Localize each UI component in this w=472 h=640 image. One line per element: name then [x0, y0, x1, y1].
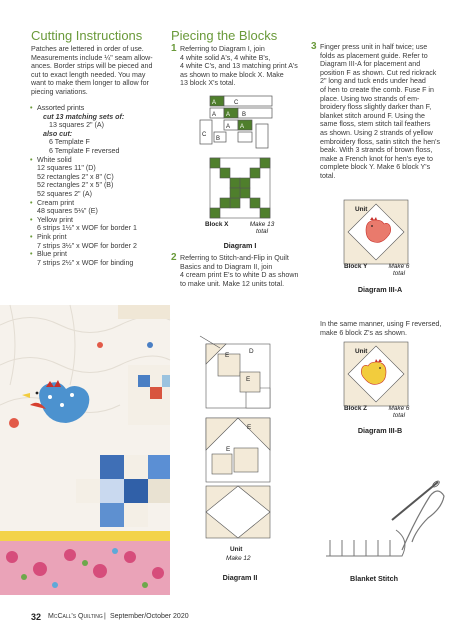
step2-line: Referring to Stitch-and-Flip in Quilt: [180, 254, 289, 262]
step1-line: Referring to Diagram I, join: [180, 45, 265, 53]
total-text-a: total: [392, 270, 406, 277]
step3-line: folds as placement guide. Refer to: [320, 51, 428, 60]
label-e-3: E: [247, 424, 252, 431]
page-number: 32: [31, 612, 42, 622]
intro-line: Patches are lettered in order of use.: [31, 45, 144, 53]
step1-line: 4 white solid A's, 4 white B's,: [180, 53, 271, 62]
cutting-list-item: 52 rectangles 2" x 5" (B): [37, 181, 114, 190]
step3-line: same floss, stem stitch tail feathers: [320, 120, 431, 129]
intro-line: cut to exact length needed. You may: [31, 70, 146, 79]
cutting-list-item: 6 strips 1½" x WOF for border 1: [37, 224, 137, 233]
step1-line: 4 white C's, and 13 matching print A's: [180, 62, 298, 71]
label-a-2: A: [212, 112, 217, 118]
step2-line: to make unit. Make 12 units total.: [180, 279, 285, 288]
step-2-number: 2: [171, 252, 177, 263]
footer-divider: |: [104, 613, 106, 620]
diagram-iii-b-caption: Diagram III-B: [357, 426, 403, 435]
cutting-list-item: 13 squares 2" (A): [49, 121, 104, 130]
cutting-intro: [31, 45, 171, 97]
make-13-text: Make 13: [249, 221, 275, 228]
step3-line: embroidery floss, satin stitch the hen's: [320, 137, 441, 146]
step1-line: as shown to make block X. Make: [180, 70, 284, 79]
step3-line: position F as shown. Cut red rickrack: [320, 68, 437, 77]
blanket-stitch-caption: Blanket Stitch: [350, 574, 398, 583]
blanket-stitch-illustration: [320, 478, 460, 578]
step-1-text: [180, 45, 300, 88]
intro-line: Measurements include ¼" seam allow-: [31, 53, 153, 62]
step-1-number: 1: [171, 43, 177, 54]
label-c-2: C: [202, 132, 207, 138]
make-13-label: [247, 221, 277, 235]
label-a-3: A: [226, 112, 231, 118]
step1-line: 13 block X's total.: [180, 79, 236, 88]
diagram-i-caption: Diagram I: [223, 241, 257, 250]
total-text-b: total: [392, 412, 406, 419]
intro-line: want to make them longer to allow for: [31, 79, 149, 88]
cutting-list-item: 6 Template F reversed: [49, 146, 120, 155]
cutting-list-item: • White solid: [31, 156, 171, 165]
diagram-iii-a-caption: Diagram III-A: [357, 285, 403, 294]
label-e-2: E: [246, 376, 251, 383]
diagram-ii: [200, 336, 280, 546]
cutting-list-item: 52 rectangles 2" x 8" (C): [37, 172, 114, 181]
make-6-text-b: Make 6: [388, 405, 410, 412]
label-b-1: B: [242, 112, 247, 118]
make-6-label-b: [384, 405, 414, 419]
step3-line: total.: [320, 171, 336, 180]
step3-line: of hen to create the comb. Fuse F in: [320, 85, 434, 94]
label-b-2: B: [216, 136, 221, 142]
make-12-label: Make 12: [226, 555, 251, 562]
step3-line: as shown. Using 2 strands of yellow: [320, 128, 433, 137]
cutting-list-item: cut 13 matching sets of:: [43, 112, 125, 121]
step3-line: blanket stitch around F. Using the: [320, 111, 425, 120]
cutting-list-item: • Yellow print: [31, 216, 171, 225]
step3-line: place. Using two strands of em-: [320, 94, 420, 103]
unit-label: Unit: [230, 546, 243, 553]
step2-line: Basics and to Diagram II, join: [180, 262, 273, 271]
diagram-ii-caption: Diagram II: [222, 573, 258, 582]
para2-line: make 6 block Z's as shown.: [320, 328, 407, 337]
cutting-list-item: • Pink print: [31, 233, 171, 242]
block-y-label: Block Y: [344, 263, 368, 270]
step3-line: 2" long and tuck ends under head: [320, 77, 426, 86]
step3-line: broidery floss slightly darker than F,: [320, 103, 432, 112]
step-3-number: 3: [311, 41, 317, 52]
intro-line: piecing variations.: [31, 87, 88, 96]
make-6-label-a: [384, 263, 414, 277]
cutting-list-item: 7 strips 2½" x WOF for binding: [37, 258, 134, 267]
unit-label-a: Unit: [355, 206, 368, 213]
label-a-5: A: [240, 124, 245, 130]
cutting-list-item: • Assorted prints: [31, 104, 171, 113]
cutting-list-item: 52 squares 2" (A): [37, 189, 92, 198]
block-x-label: Block X: [205, 221, 229, 228]
step2-line: 4 cream print E's to white D as shown: [180, 271, 299, 280]
magazine-name: McCall's Quilting: [48, 613, 103, 620]
step-2-text: [180, 254, 300, 288]
label-e-1: E: [225, 352, 230, 359]
intro-line: ances. Border strips will be pieced and: [31, 62, 153, 71]
cutting-title: Cutting Instructions: [31, 28, 143, 43]
label-d: D: [249, 348, 254, 355]
total-text: total: [255, 228, 269, 235]
step3-line: Finger press unit in half twice; use: [320, 43, 428, 51]
cutting-list-item: also cut:: [43, 129, 73, 138]
cutting-list-item: 48 squares 5⅛" (E): [37, 207, 98, 216]
step-3-paragraph-2: [320, 320, 448, 337]
step3-line: Diagram III-A for placement and: [320, 60, 421, 69]
label-c-1: C: [234, 100, 239, 106]
cutting-list-item: 6 Template F: [49, 138, 90, 147]
cutting-list-item: • Cream print: [31, 199, 171, 208]
issue-date: September/October 2020: [110, 613, 189, 620]
step3-line: make a French knot for hen's eye to: [320, 154, 433, 163]
unit-label-b: Unit: [355, 348, 368, 355]
label-a-4: A: [226, 124, 231, 130]
block-z-label: Block Z: [344, 405, 368, 412]
make-6-text-a: Make 6: [388, 263, 410, 270]
step-3-text: [320, 43, 448, 181]
piecing-title: Piecing the Blocks: [171, 28, 278, 43]
label-e-4: E: [226, 446, 231, 453]
cutting-list-item: 7 strips 3½" x WOF for border 2: [37, 241, 137, 250]
para2-line: In the same manner, using F reversed,: [320, 320, 442, 328]
step3-line: complete block Y. Make 6 block Y's: [320, 163, 431, 172]
quilt-photo: [0, 305, 170, 595]
label-a-1: A: [212, 100, 217, 106]
cutting-list-item: • Blue print: [31, 250, 171, 259]
cutting-list: [31, 104, 171, 267]
cutting-list-item: 12 squares 11" (D): [37, 164, 96, 173]
step3-line: beak. With 3 strands of brown floss,: [320, 146, 433, 155]
